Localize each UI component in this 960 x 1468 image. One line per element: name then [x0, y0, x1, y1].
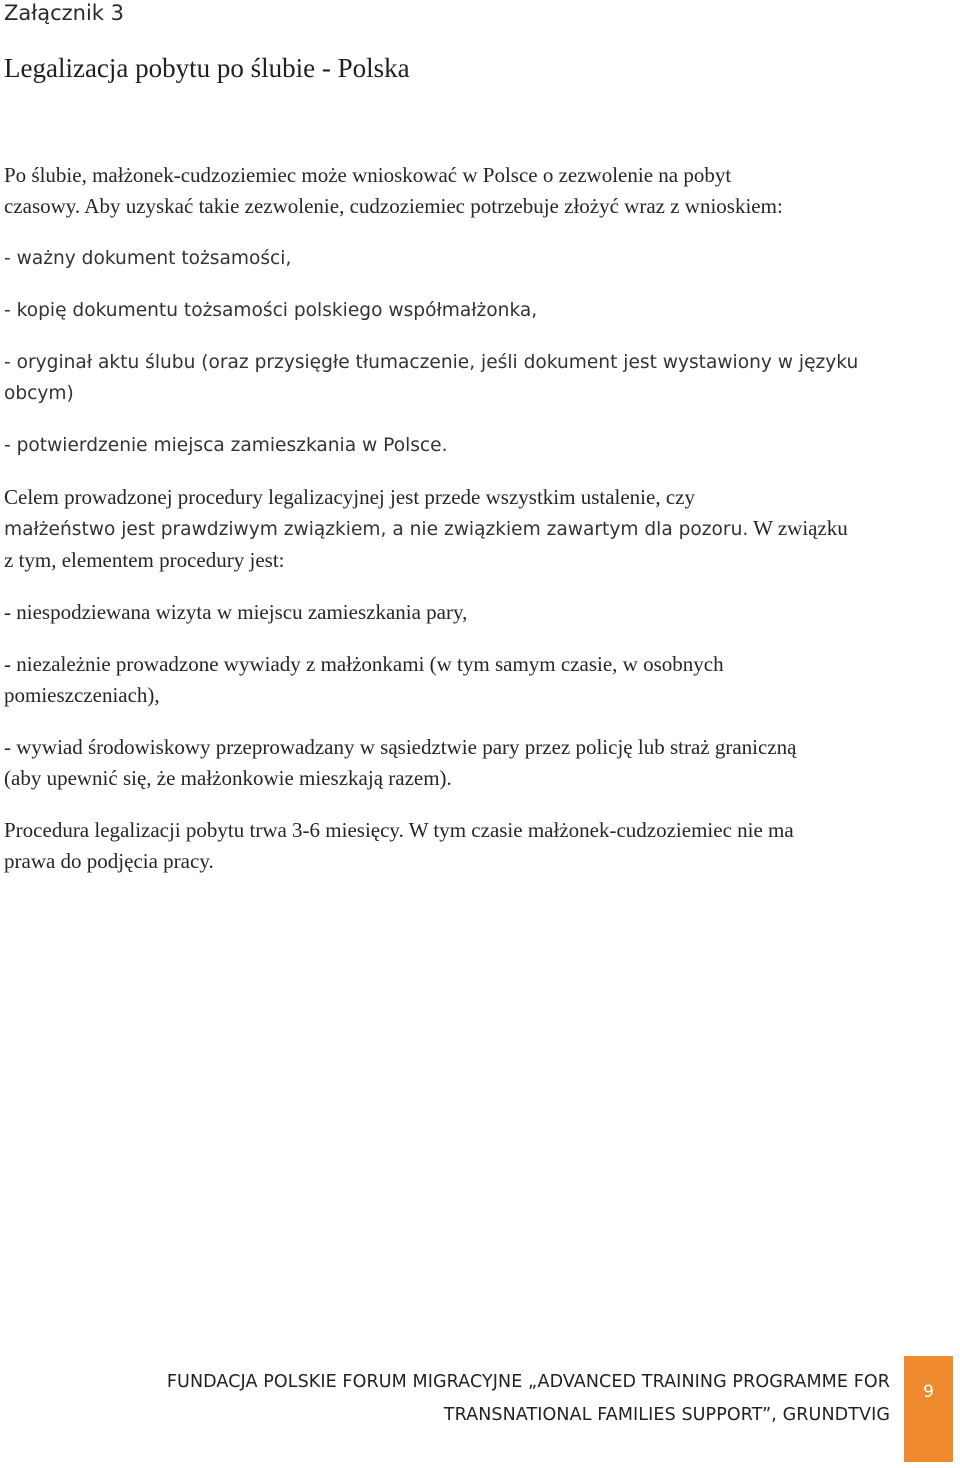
duration-line-1: Procedura legalizacji pobytu trwa 3-6 miesięcy. W tym czasie małżonek-cudzoziemiec nie ma: [4, 818, 794, 842]
footer-line-1: FUNDACJA POLSKIE FORUM MIGRACYJNE „ADVANCED TRAINING PROGRAMME FOR: [166, 1372, 890, 1392]
footer-line-2: TRANSNATIONAL FAMILIES SUPPORT”, GRUNDTVIG: [443, 1405, 890, 1425]
list-item-identity-document: - ważny dokument tożsamości,: [4, 248, 292, 269]
page-number: 9: [923, 1382, 934, 1402]
purpose-line-1: Celem prowadzonej procedury legalizacyjnej jest przede wszystkim ustalenie, czy: [4, 485, 695, 509]
page-number-box: [904, 1356, 953, 1462]
annex-label: Załącznik 3: [4, 1, 125, 25]
footer-text: [167, 1366, 890, 1432]
element-interviews-line-2: pomieszczeniach),: [4, 683, 160, 707]
list-item-marriage-certificate-line-1: - oryginał aktu ślubu (oraz przysięgłe tłumaczenie, jeśli dokument jest wystawiony w języku: [4, 352, 859, 373]
list-item-residence-confirmation: - potwierdzenie miejsca zamieszkania w Polsce.: [4, 435, 448, 456]
intro-line-1: Po ślubie, małżonek-cudzoziemiec może wnioskować w Polsce o zezwolenie na pobyt: [4, 163, 732, 187]
intro-line-2: czasowy. Aby uzyskać takie zezwolenie, cudzoziemiec potrzebuje złożyć wraz z wnioskiem:: [4, 194, 783, 218]
purpose-line-2-serif: W związku: [748, 516, 848, 540]
element-community-interview-line-2: (aby upewnić się, że małżonkowie mieszkają razem).: [4, 766, 452, 790]
document-body: [4, 160, 939, 877]
element-community-interview-line-1: - wywiad środowiskowy przeprowadzany w sąsiedztwie pary przez policję lub straż graniczną: [4, 735, 797, 759]
page-footer: [0, 1366, 960, 1461]
element-unannounced-visit: - niespodziewana wizyta w miejscu zamieszkania pary,: [4, 600, 468, 624]
purpose-line-2-sans: małżeństwo jest prawdziwym związkiem, a nie związkiem zawartym dla pozoru.: [4, 519, 749, 540]
list-item-marriage-certificate-line-2: obcym): [4, 383, 74, 404]
list-item-spouse-id-copy: - kopię dokumentu tożsamości polskiego współmałżonka,: [4, 300, 538, 321]
purpose-line-2: [4, 513, 939, 545]
element-interviews-line-1: - niezależnie prowadzone wywiady z małżonkami (w tym samym czasie, w osobnych: [4, 652, 724, 676]
page-title: Legalizacja pobytu po ślubie - Polska: [4, 53, 410, 83]
purpose-line-3: z tym, elementem procedury jest:: [4, 548, 285, 572]
duration-line-2: prawa do podjęcia pracy.: [4, 849, 214, 873]
